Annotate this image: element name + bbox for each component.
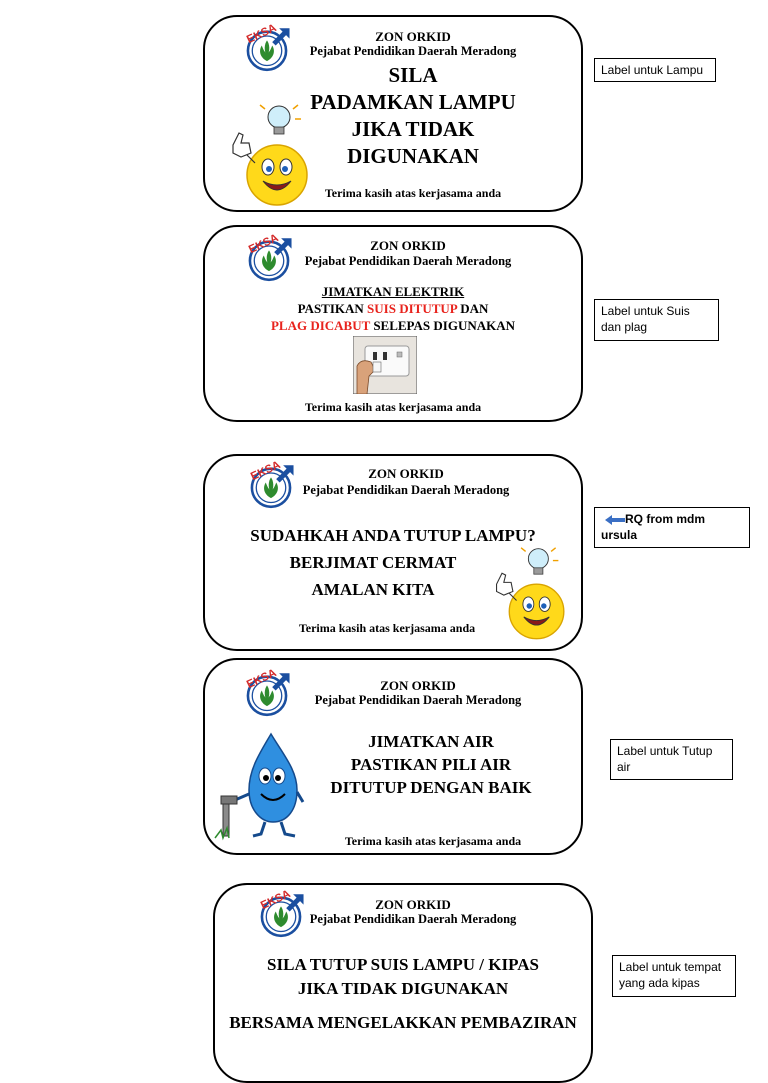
header-zon: ZON ORKID — [380, 678, 456, 693]
label-kipas: Label untuk tempat yang ada kipas — [612, 955, 736, 997]
message-line: DIGUNAKAN — [347, 144, 479, 168]
card-message — [215, 953, 591, 1035]
message-line: JIMATKAN AIR — [368, 732, 494, 751]
message-line: JIKA TIDAK — [351, 117, 475, 141]
label-rq-text: RQ from mdm ursula — [601, 512, 706, 542]
message-line: DITUTUP DENGAN BAIK — [330, 778, 532, 797]
header-ppd: Pejabat Pendidikan Daerah Meradong — [309, 912, 517, 926]
notice-card-kipas — [213, 883, 593, 1083]
highlight-red: SUIS DITUTUP — [367, 301, 457, 316]
card-message — [205, 283, 581, 334]
message-line: BERSAMA MENGELAKKAN PEMBAZIRAN — [229, 1013, 577, 1032]
text-part: SELEPAS DIGUNAKAN — [370, 318, 516, 333]
message-line: SILA — [388, 63, 438, 87]
header-zon: ZON ORKID — [370, 238, 446, 253]
header-zon: ZON ORKID — [375, 29, 451, 44]
message-line: BERJIMAT CERMAT — [289, 553, 457, 572]
message-line: JIKA TIDAK DIGUNAKAN — [297, 979, 509, 998]
message-line: PASTIKAN PILI AIR — [350, 755, 512, 774]
header-zon: ZON ORKID — [375, 897, 451, 912]
thanks-text: Terima kasih atas kerjasama anda — [324, 186, 502, 200]
header-ppd: Pejabat Pendidikan Daerah Meradong — [309, 44, 517, 58]
message-line: AMALAN KITA — [311, 580, 435, 599]
thanks-text: Terima kasih atas kerjasama anda — [298, 621, 476, 635]
message-line — [205, 300, 581, 317]
wall-socket-icon — [353, 336, 417, 394]
label-suis-plag: Label untuk Suis dan plag — [594, 299, 719, 341]
message-line — [205, 317, 581, 334]
thanks-text: Terima kasih atas kerjasama anda — [304, 400, 482, 414]
highlight-red: PLAG DICABUT — [270, 318, 371, 333]
header-ppd: Pejabat Pendidikan Daerah Meradong — [302, 483, 510, 497]
header-ppd: Pejabat Pendidikan Daerah Meradong — [314, 693, 522, 707]
thanks-text: Terima kasih atas kerjasama anda — [344, 834, 522, 848]
header-ppd: Pejabat Pendidikan Daerah Meradong — [304, 254, 512, 268]
notice-card-lampu — [203, 15, 583, 212]
header-zon: ZON ORKID — [368, 466, 444, 481]
notice-card-tutup-lampu — [203, 454, 583, 651]
message-line: SILA TUTUP SUIS LAMPU / KIPAS — [267, 955, 539, 974]
notice-card-air — [203, 658, 583, 855]
notice-card-elektrik — [203, 225, 583, 422]
message-line: PADAMKAN LAMPU — [310, 90, 516, 114]
message-line: SUDAHKAH ANDA TUTUP LAMPU? — [250, 526, 536, 545]
text-part: PASTIKAN — [297, 301, 368, 316]
label-tutup-air: Label untuk Tutup air — [610, 739, 733, 780]
label-lampu: Label untuk Lampu — [594, 58, 716, 82]
label-rq — [594, 507, 750, 548]
arrow-left-icon — [605, 515, 625, 525]
text-part: DAN — [457, 301, 489, 316]
water-drop-tap-icon — [213, 730, 305, 842]
message-title: JIMATKAN ELEKTRIK — [321, 284, 465, 299]
